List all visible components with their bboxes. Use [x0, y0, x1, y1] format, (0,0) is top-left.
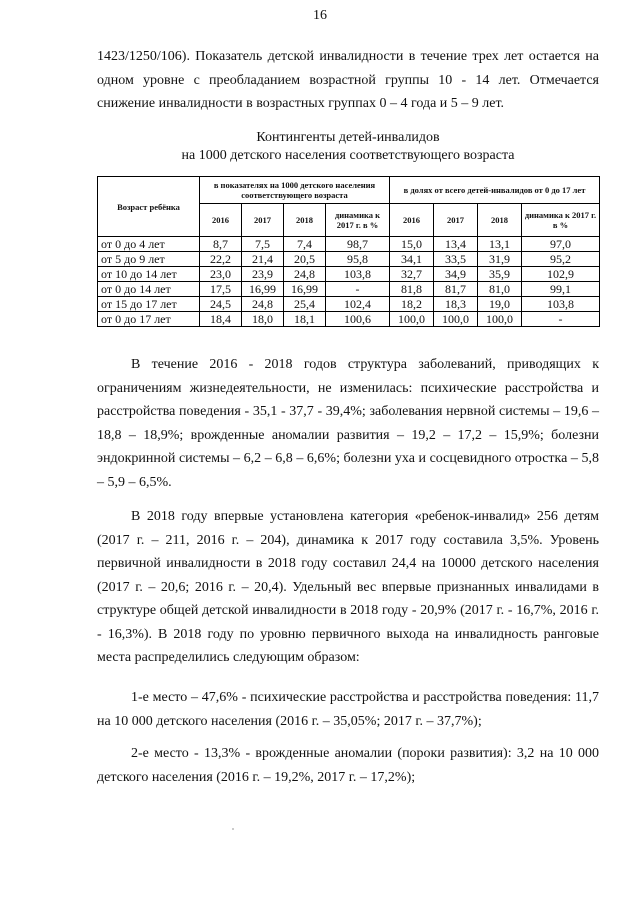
table-row: [98, 297, 600, 312]
rank-2-paragraph: 2-е место - 13,3% - врожденные аномалии (пороки развития): 3,2 на 10 000 детского населения (2016 г. – 19,2%, 2017 г. – 17,2%);: [97, 746, 599, 785]
header-2017: 2017: [242, 204, 284, 237]
table-cell: 25,4: [284, 297, 326, 312]
header-2018-share: 2018: [478, 204, 522, 237]
table-caption-line1: Контингенты детей-инвалидов: [256, 130, 440, 145]
table-cell: 34,9: [434, 267, 478, 282]
table-cell: 7,5: [242, 237, 284, 252]
table-cell: 81,7: [434, 282, 478, 297]
table-cell: 103,8: [326, 267, 390, 282]
row-age-label: от 5 до 9 лет: [98, 252, 200, 267]
table-cell: 7,4: [284, 237, 326, 252]
table-cell: 21,4: [242, 252, 284, 267]
table-cell: 100,6: [326, 312, 390, 327]
page-number: 16: [313, 8, 327, 23]
table-cell: -: [326, 282, 390, 297]
header-2017-share: 2017: [434, 204, 478, 237]
header-dynamics-share: динамика к 2017 г. в %: [522, 204, 600, 237]
table-cell: 98,7: [326, 237, 390, 252]
table-cell: 13,4: [434, 237, 478, 252]
table-cell: 19,0: [478, 297, 522, 312]
intro-paragraph: 1423/1250/106). Показатель детской инвалидности в течение трех лет остается на одном уровне с преобладанием возрастной группы 10 - 14 лет. Отмечается снижение инвалидности в возрастных группах 0 – 4 года и 5 – 9 лет.: [97, 49, 599, 111]
row-age-label: от 10 до 14 лет: [98, 267, 200, 282]
table-cell: 18,1: [284, 312, 326, 327]
scan-speck: [232, 828, 234, 830]
table-cell: 35,9: [478, 267, 522, 282]
table-cell: 32,7: [390, 267, 434, 282]
header-dynamics: динамика к 2017 г. в %: [326, 204, 390, 237]
table-row: [98, 267, 600, 282]
table-cell: 81,8: [390, 282, 434, 297]
table-cell: 15,0: [390, 237, 434, 252]
table-cell: 18,3: [434, 297, 478, 312]
table-cell: 17,5: [200, 282, 242, 297]
table-cell: 23,0: [200, 267, 242, 282]
header-group-share: в долях от всего детей-инвалидов от 0 до 17 лет: [390, 177, 600, 204]
table-cell: 24,8: [242, 297, 284, 312]
table-cell: 20,5: [284, 252, 326, 267]
table-cell: 18,2: [390, 297, 434, 312]
table-cell: 13,1: [478, 237, 522, 252]
row-age-label: от 0 до 14 лет: [98, 282, 200, 297]
table-cell: 102,4: [326, 297, 390, 312]
table-cell: 8,7: [200, 237, 242, 252]
table-cell: 99,1: [522, 282, 600, 297]
header-age: Возраст ребёнка: [98, 177, 200, 237]
table-cell: 22,2: [200, 252, 242, 267]
table-cell: 95,8: [326, 252, 390, 267]
table-cell: 24,8: [284, 267, 326, 282]
table-cell: 100,0: [478, 312, 522, 327]
header-2016: 2016: [200, 204, 242, 237]
header-group-per-1000: в показателях на 1000 детского населения соответствующего возраста: [200, 177, 390, 204]
year-2018-paragraph: В 2018 году впервые установлена категория «ребенок-инвалид» 256 детям (2017 г. – 211, 2016 г. – 204), динамика к 2017 году составила 3,5%. Уровень первичной инвалидности в 2018 году составил 24,4 на 10000 детского населения (2017 г. – 20,6; 2016 г. – 20,4). Удельный вес впервые признанных инвалидами в структуре общей детской инвалидности в 2018 году - 20,9% (2017 г. - 16,7%, 2016 г. - 16,3%). В 2018 году по уровню первичного выхода на инвалидность ранговые места распределились следующим образом:: [97, 509, 599, 665]
header-2018: 2018: [284, 204, 326, 237]
table-row: [98, 237, 600, 252]
table-cell: 16,99: [242, 282, 284, 297]
table-cell: 102,9: [522, 267, 600, 282]
table-caption-line2: на 1000 детского населения соответствующего возраста: [181, 148, 515, 163]
table-row: [98, 282, 600, 297]
row-age-label: от 15 до 17 лет: [98, 297, 200, 312]
row-age-label: от 0 до 4 лет: [98, 237, 200, 252]
disability-table: [97, 176, 600, 327]
table-cell: 103,8: [522, 297, 600, 312]
table-cell: 23,9: [242, 267, 284, 282]
table-cell: 34,1: [390, 252, 434, 267]
table-cell: 24,5: [200, 297, 242, 312]
table-row: [98, 252, 600, 267]
table-cell: 95,2: [522, 252, 600, 267]
table-cell: 18,0: [242, 312, 284, 327]
table-cell: 33,5: [434, 252, 478, 267]
rank-1-paragraph: 1-е место – 47,6% - психические расстройства и расстройства поведения: 11,7 на 10 000 детского населения (2016 г. – 35,05%; 2017 г. – 37,7%);: [97, 690, 599, 729]
table-cell: 100,0: [390, 312, 434, 327]
header-2016-share: 2016: [390, 204, 434, 237]
table-cell: 31,9: [478, 252, 522, 267]
table-cell: 81,0: [478, 282, 522, 297]
table-cell: -: [522, 312, 600, 327]
table-cell: 18,4: [200, 312, 242, 327]
table-cell: 100,0: [434, 312, 478, 327]
table-cell: 16,99: [284, 282, 326, 297]
row-age-label: от 0 до 17 лет: [98, 312, 200, 327]
table-row: [98, 312, 600, 327]
table-cell: 97,0: [522, 237, 600, 252]
structure-paragraph: В течение 2016 - 2018 годов структура заболеваний, приводящих к ограничениям жизнедеятельности, не изменилась: психические расстройства и расстройства поведения - 35,1 - 37,7 - 39,4%; заболевания нервной системы – 19,6 – 18,8 – 18,9%; врожденные аномалии развития – 19,2 – 17,2 – 15,9%; болезни эндокринной системы – 6,2 – 6,8 – 6,6%; болезни уха и сосцевидного отростка – 5,8 – 5,9 – 6,5%.: [97, 357, 599, 490]
